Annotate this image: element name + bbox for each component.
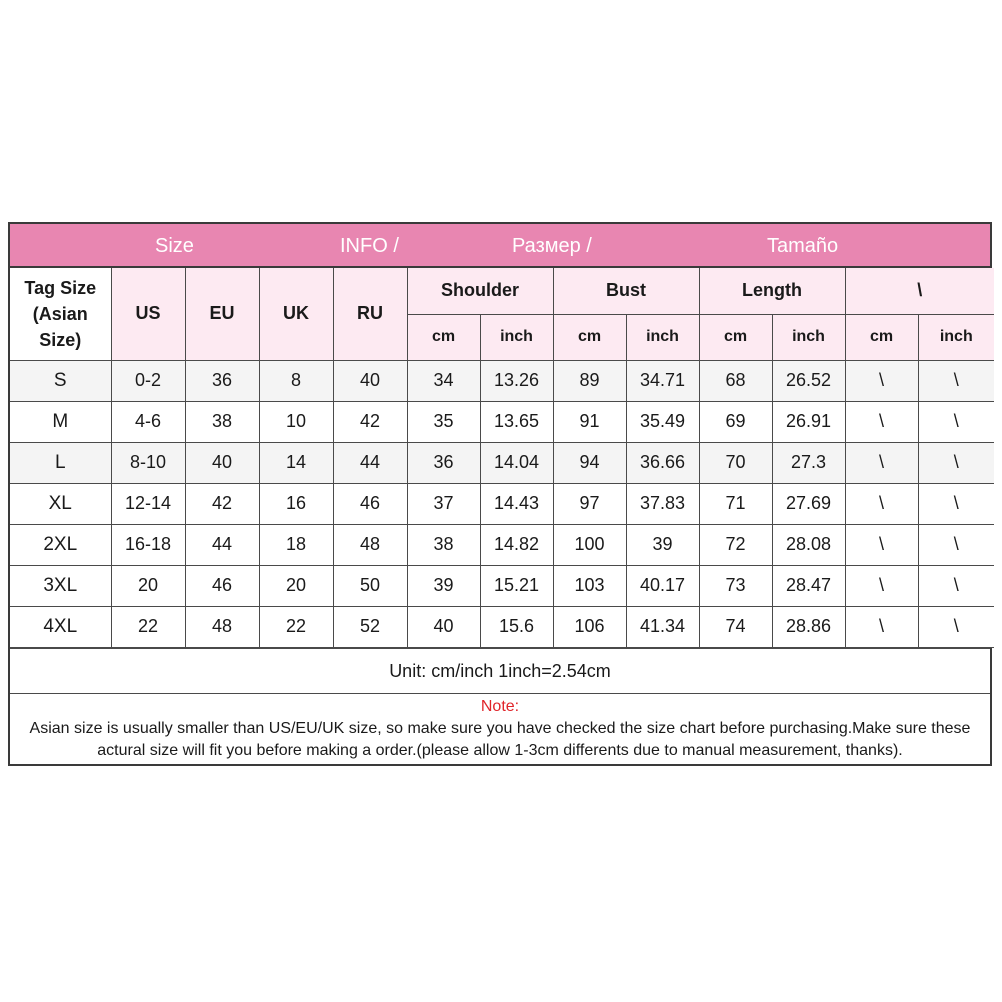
- cell-shoulder-cm: 38: [407, 524, 480, 565]
- cell-x-cm: \: [845, 565, 918, 606]
- cell-uk: 20: [259, 565, 333, 606]
- cell-bust-cm: 100: [553, 524, 626, 565]
- banner-razmer: Размер /: [512, 235, 592, 257]
- cell-ru: 48: [333, 524, 407, 565]
- size-rows: [10, 360, 994, 647]
- cell-shoulder-in: 15.6: [480, 606, 553, 647]
- cell-uk: 18: [259, 524, 333, 565]
- cell-bust-cm: 106: [553, 606, 626, 647]
- cell-shoulder-in: 14.82: [480, 524, 553, 565]
- cell-eu: 36: [185, 360, 259, 401]
- table-row: [10, 565, 994, 606]
- cell-length-cm: 68: [699, 360, 772, 401]
- cell-tag: 3XL: [10, 565, 111, 606]
- cell-length-in: 26.52: [772, 360, 845, 401]
- cell-x-in: \: [918, 360, 994, 401]
- header-bust: Bust: [553, 268, 699, 314]
- header-length-cm: cm: [699, 314, 772, 360]
- cell-ru: 42: [333, 401, 407, 442]
- cell-x-cm: \: [845, 442, 918, 483]
- cell-ru: 44: [333, 442, 407, 483]
- header-shoulder-inch: inch: [480, 314, 553, 360]
- cell-eu: 48: [185, 606, 259, 647]
- cell-uk: 22: [259, 606, 333, 647]
- cell-x-in: \: [918, 442, 994, 483]
- table-row: [10, 524, 994, 565]
- cell-tag: 4XL: [10, 606, 111, 647]
- cell-shoulder-cm: 35: [407, 401, 480, 442]
- table-row: [10, 360, 994, 401]
- cell-uk: 14: [259, 442, 333, 483]
- header-tag-size: Tag Size (Asian Size): [10, 268, 111, 360]
- cell-bust-cm: 94: [553, 442, 626, 483]
- cell-uk: 10: [259, 401, 333, 442]
- cell-bust-cm: 97: [553, 483, 626, 524]
- cell-x-in: \: [918, 524, 994, 565]
- cell-shoulder-cm: 37: [407, 483, 480, 524]
- cell-bust-in: 37.83: [626, 483, 699, 524]
- header-bust-inch: inch: [626, 314, 699, 360]
- cell-us: 16-18: [111, 524, 185, 565]
- table-row: [10, 401, 994, 442]
- cell-x-in: \: [918, 483, 994, 524]
- cell-length-in: 28.86: [772, 606, 845, 647]
- cell-eu: 42: [185, 483, 259, 524]
- note-title: Note:: [480, 697, 520, 715]
- cell-bust-in: 34.71: [626, 360, 699, 401]
- cell-length-in: 26.91: [772, 401, 845, 442]
- size-chart: [8, 222, 992, 766]
- cell-us: 0-2: [111, 360, 185, 401]
- banner-tamano: Tamaño: [767, 235, 839, 257]
- cell-length-cm: 73: [699, 565, 772, 606]
- cell-uk: 16: [259, 483, 333, 524]
- cell-shoulder-in: 14.04: [480, 442, 553, 483]
- cell-length-in: 27.3: [772, 442, 845, 483]
- table-row: [10, 483, 994, 524]
- header-length-inch: inch: [772, 314, 845, 360]
- header-extra: \: [845, 268, 994, 314]
- cell-ru: 46: [333, 483, 407, 524]
- header-length: Length: [699, 268, 845, 314]
- cell-x-cm: \: [845, 483, 918, 524]
- cell-eu: 46: [185, 565, 259, 606]
- cell-length-in: 27.69: [772, 483, 845, 524]
- chart-banner: [10, 224, 990, 268]
- cell-us: 8-10: [111, 442, 185, 483]
- banner-info: INFO /: [340, 235, 399, 257]
- cell-tag: L: [10, 442, 111, 483]
- header-bust-cm: cm: [553, 314, 626, 360]
- cell-shoulder-cm: 34: [407, 360, 480, 401]
- header-ru: RU: [333, 268, 407, 360]
- table-row: [10, 606, 994, 647]
- cell-length-cm: 72: [699, 524, 772, 565]
- table-row: [10, 442, 994, 483]
- header-row-top: [10, 268, 994, 314]
- cell-bust-cm: 91: [553, 401, 626, 442]
- cell-bust-in: 39: [626, 524, 699, 565]
- cell-us: 20: [111, 565, 185, 606]
- cell-us: 22: [111, 606, 185, 647]
- cell-shoulder-cm: 40: [407, 606, 480, 647]
- cell-x-in: \: [918, 565, 994, 606]
- cell-uk: 8: [259, 360, 333, 401]
- cell-x-cm: \: [845, 401, 918, 442]
- cell-eu: 44: [185, 524, 259, 565]
- header-shoulder-cm: cm: [407, 314, 480, 360]
- cell-length-cm: 74: [699, 606, 772, 647]
- cell-tag: 2XL: [10, 524, 111, 565]
- cell-us: 12-14: [111, 483, 185, 524]
- header-us: US: [111, 268, 185, 360]
- cell-tag: M: [10, 401, 111, 442]
- cell-eu: 40: [185, 442, 259, 483]
- cell-bust-cm: 89: [553, 360, 626, 401]
- size-table: [10, 268, 994, 648]
- header-extra-cm: cm: [845, 314, 918, 360]
- note-block: [10, 694, 990, 764]
- cell-bust-cm: 103: [553, 565, 626, 606]
- cell-length-in: 28.47: [772, 565, 845, 606]
- cell-eu: 38: [185, 401, 259, 442]
- note-body: Asian size is usually smaller than US/EU/UK size, so make sure you have checked the size chart before purchasing.Make sure these actural size will fit you before making a order.(please allow 1-3cm differents due to manual measurement, thanks).: [29, 719, 971, 759]
- cell-bust-in: 36.66: [626, 442, 699, 483]
- cell-tag: S: [10, 360, 111, 401]
- header-eu: EU: [185, 268, 259, 360]
- cell-length-cm: 69: [699, 401, 772, 442]
- cell-shoulder-in: 13.26: [480, 360, 553, 401]
- cell-ru: 52: [333, 606, 407, 647]
- cell-x-cm: \: [845, 524, 918, 565]
- cell-x-in: \: [918, 401, 994, 442]
- header-shoulder: Shoulder: [407, 268, 553, 314]
- header-extra-inch: inch: [918, 314, 994, 360]
- header-uk: UK: [259, 268, 333, 360]
- cell-shoulder-in: 15.21: [480, 565, 553, 606]
- cell-length-in: 28.08: [772, 524, 845, 565]
- cell-shoulder-cm: 39: [407, 565, 480, 606]
- cell-shoulder-in: 13.65: [480, 401, 553, 442]
- cell-ru: 40: [333, 360, 407, 401]
- cell-us: 4-6: [111, 401, 185, 442]
- cell-shoulder-in: 14.43: [480, 483, 553, 524]
- cell-x-in: \: [918, 606, 994, 647]
- cell-tag: XL: [10, 483, 111, 524]
- cell-ru: 50: [333, 565, 407, 606]
- cell-bust-in: 41.34: [626, 606, 699, 647]
- banner-size: Size: [155, 235, 194, 257]
- cell-bust-in: 40.17: [626, 565, 699, 606]
- cell-x-cm: \: [845, 360, 918, 401]
- cell-length-cm: 70: [699, 442, 772, 483]
- cell-bust-in: 35.49: [626, 401, 699, 442]
- cell-length-cm: 71: [699, 483, 772, 524]
- cell-x-cm: \: [845, 606, 918, 647]
- unit-line: Unit: cm/inch 1inch=2.54cm: [10, 648, 990, 694]
- cell-shoulder-cm: 36: [407, 442, 480, 483]
